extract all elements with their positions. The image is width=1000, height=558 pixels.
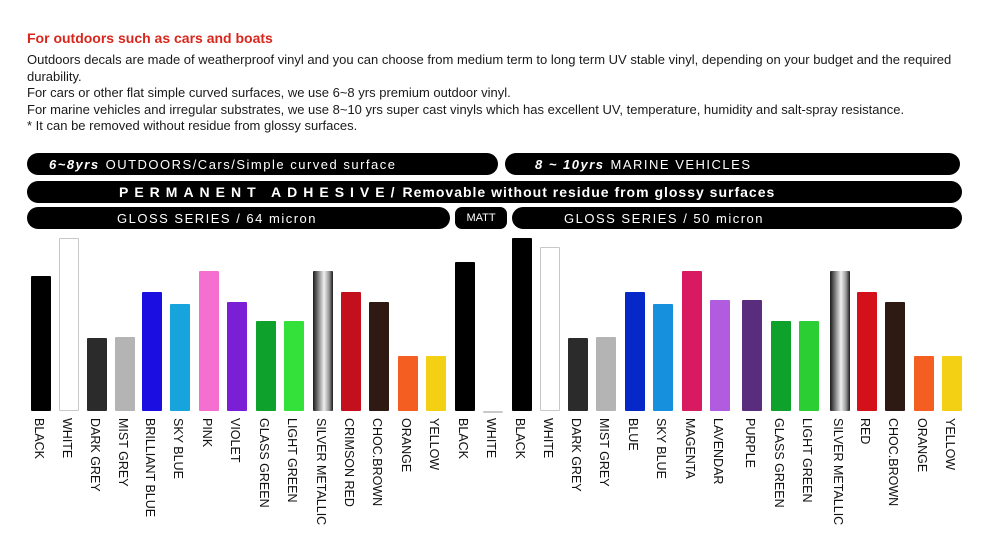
swatch-label-text: MIST GREY (116, 418, 130, 487)
marine-duration: 8 ~ 10yrs (535, 156, 605, 172)
swatch-label-text: GLASS GREEN (772, 418, 786, 508)
swatch-label-black (511, 418, 533, 558)
swatch-label-text: MAGENTA (683, 418, 697, 479)
swatch-violet (227, 302, 247, 411)
swatch-label-text: DARK GREY (88, 418, 102, 492)
swatch-sky-blue (170, 304, 190, 411)
swatch-label-text: LIGHT GREEN (800, 418, 814, 503)
swatch-label-purple (741, 418, 763, 558)
intro-line-3: For marine vehicles and irregular substrates, we use 8~10 yrs super cast vinyls which has excellent UV, temperature, humidity and salt-spray resistance. (27, 101, 905, 117)
swatch-label-silver-metallic (829, 418, 851, 558)
swatch-label-red (856, 418, 878, 558)
swatch-label-white (482, 418, 504, 558)
gloss-64-bar (27, 207, 450, 229)
swatch-label-yellow (941, 418, 963, 558)
swatch-label-sky-blue (652, 418, 674, 558)
swatch-label-text: LAVENDAR (711, 418, 725, 485)
swatch-label-text: SKY BLUE (171, 418, 185, 479)
intro-line-2: For cars or other flat simple curved surfaces, we use 6~8 yrs premium outdoor vinyl. (27, 85, 511, 100)
swatch-label-text: MIST GREY (597, 418, 611, 487)
swatch-label-black (454, 418, 476, 558)
swatch-crimson-red (341, 292, 361, 411)
swatch-label-text: WHITE (60, 418, 74, 459)
adhesive-bar (27, 181, 962, 203)
gloss-50-bar (512, 207, 962, 229)
adhesive-label: PERMANENT ADHESIVE/ (119, 184, 401, 200)
swatch-label-orange (913, 418, 935, 558)
swatch-mist-grey (596, 337, 616, 411)
swatch-choc-brown (885, 302, 905, 411)
swatch-brilliant-blue (142, 292, 162, 411)
swatch-glass-green (256, 321, 276, 411)
swatch-label-text: LIGHT GREEN (285, 418, 299, 503)
swatch-label-white (58, 418, 80, 558)
swatch-dark-grey (568, 338, 588, 411)
swatch-label-dark-grey (86, 418, 108, 558)
swatch-yellow (426, 356, 446, 411)
swatch-label-text: CRIMSON RED (342, 418, 356, 507)
swatch-label-brilliant-blue (141, 418, 163, 558)
swatch-black (31, 276, 51, 411)
swatch-white (59, 238, 79, 411)
swatch-label-text: DARK GREY (569, 418, 583, 492)
matt-bar (455, 207, 507, 229)
swatch-label-mist-grey (114, 418, 136, 558)
swatch-black (512, 238, 532, 411)
adhesive-note: Removable without residue from glossy surfaces (402, 184, 776, 200)
swatch-label-text: GLASS GREEN (257, 418, 271, 508)
swatch-label-text: PURPLE (743, 418, 757, 469)
swatch-pink (199, 271, 219, 411)
swatch-label-magenta (681, 418, 703, 558)
swatch-red (857, 292, 877, 411)
swatch-label-yellow (425, 418, 447, 558)
swatch-dark-grey (87, 338, 107, 411)
swatch-silver-metallic (313, 271, 333, 411)
outdoors-label: OUTDOORS/Cars/Simple curved surface (105, 156, 397, 172)
swatch-label-pink (198, 418, 220, 558)
swatch-label-text: YELLOW (943, 418, 957, 471)
swatch-purple (742, 300, 762, 411)
swatch-label-text: SKY BLUE (654, 418, 668, 479)
swatch-label-glass-green (770, 418, 792, 558)
swatch-mist-grey (115, 337, 135, 411)
intro-heading: For outdoors such as cars and boats (27, 30, 273, 46)
swatch-label-text: ORANGE (915, 418, 929, 473)
swatch-choc-brown (369, 302, 389, 411)
swatch-label-sky-blue (169, 418, 191, 558)
swatch-light-green (799, 321, 819, 411)
outdoors-bar (27, 153, 498, 175)
swatch-magenta (682, 271, 702, 411)
swatch-label-lavendar (709, 418, 731, 558)
swatch-light-green (284, 321, 304, 411)
swatch-label-text: BRILLIANT BLUE (143, 418, 157, 518)
swatch-label-violet (226, 418, 248, 558)
swatch-label-mist-grey (595, 418, 617, 558)
outdoors-duration: 6~8yrs (49, 156, 100, 172)
swatch-yellow (942, 356, 962, 411)
swatch-label-text: CHOC.BROWN (370, 418, 384, 507)
gloss-50-label: GLOSS SERIES / 50 micron (564, 210, 765, 226)
swatch-label-silver-metallic (312, 418, 334, 558)
swatch-white (540, 247, 560, 411)
swatch-blue (625, 292, 645, 411)
swatch-label-white (539, 418, 561, 558)
intro-line-4: * It can be removed without residue from glossy surfaces. (27, 118, 358, 133)
swatch-glass-green (771, 321, 791, 411)
swatch-label-text: RED (858, 418, 872, 445)
swatch-sky-blue (653, 304, 673, 411)
swatch-label-choc-brown (368, 418, 390, 558)
swatch-label-orange (397, 418, 419, 558)
swatch-label-dark-grey (567, 418, 589, 558)
swatch-lavendar (710, 300, 730, 411)
swatch-label-text: CHOC.BROWN (886, 418, 900, 507)
intro-line-1: Outdoors decals are made of weatherproof vinyl and you can choose from medium term to long term UV stable vinyl, depending on your budget and the required durability. (27, 52, 952, 84)
swatch-label-text: YELLOW (427, 418, 441, 471)
swatch-label-text: WHITE (541, 418, 555, 459)
intro-section (27, 30, 977, 135)
marine-label: MARINE VEHICLES (610, 156, 752, 172)
swatch-label-glass-green (255, 418, 277, 558)
swatch-label-text: BLACK (32, 418, 46, 459)
swatch-label-crimson-red (340, 418, 362, 558)
swatch-label-text: SILVER METALLIC (831, 418, 845, 526)
swatch-label-text: PINK (200, 418, 214, 448)
swatch-silver-metallic (830, 271, 850, 411)
swatch-label-choc-brown (884, 418, 906, 558)
swatch-label-light-green (798, 418, 820, 558)
swatch-label-text: SILVER METALLIC (314, 418, 328, 526)
swatch-white (483, 411, 503, 413)
swatch-label-blue (624, 418, 646, 558)
swatch-label-text: BLACK (513, 418, 527, 459)
swatch-label-text: BLACK (456, 418, 470, 459)
gloss-64-label: GLOSS SERIES / 64 micron (117, 210, 318, 226)
swatch-orange (914, 356, 934, 411)
swatch-label-black (30, 418, 52, 558)
swatch-label-text: ORANGE (399, 418, 413, 473)
swatch-orange (398, 356, 418, 411)
marine-bar (505, 153, 960, 175)
swatch-label-light-green (283, 418, 305, 558)
matt-label: MATT (466, 212, 496, 224)
swatch-label-text: WHITE (484, 418, 498, 459)
swatch-black (455, 262, 475, 411)
swatch-label-text: BLUE (626, 418, 640, 451)
swatch-label-text: VIOLET (228, 418, 242, 463)
